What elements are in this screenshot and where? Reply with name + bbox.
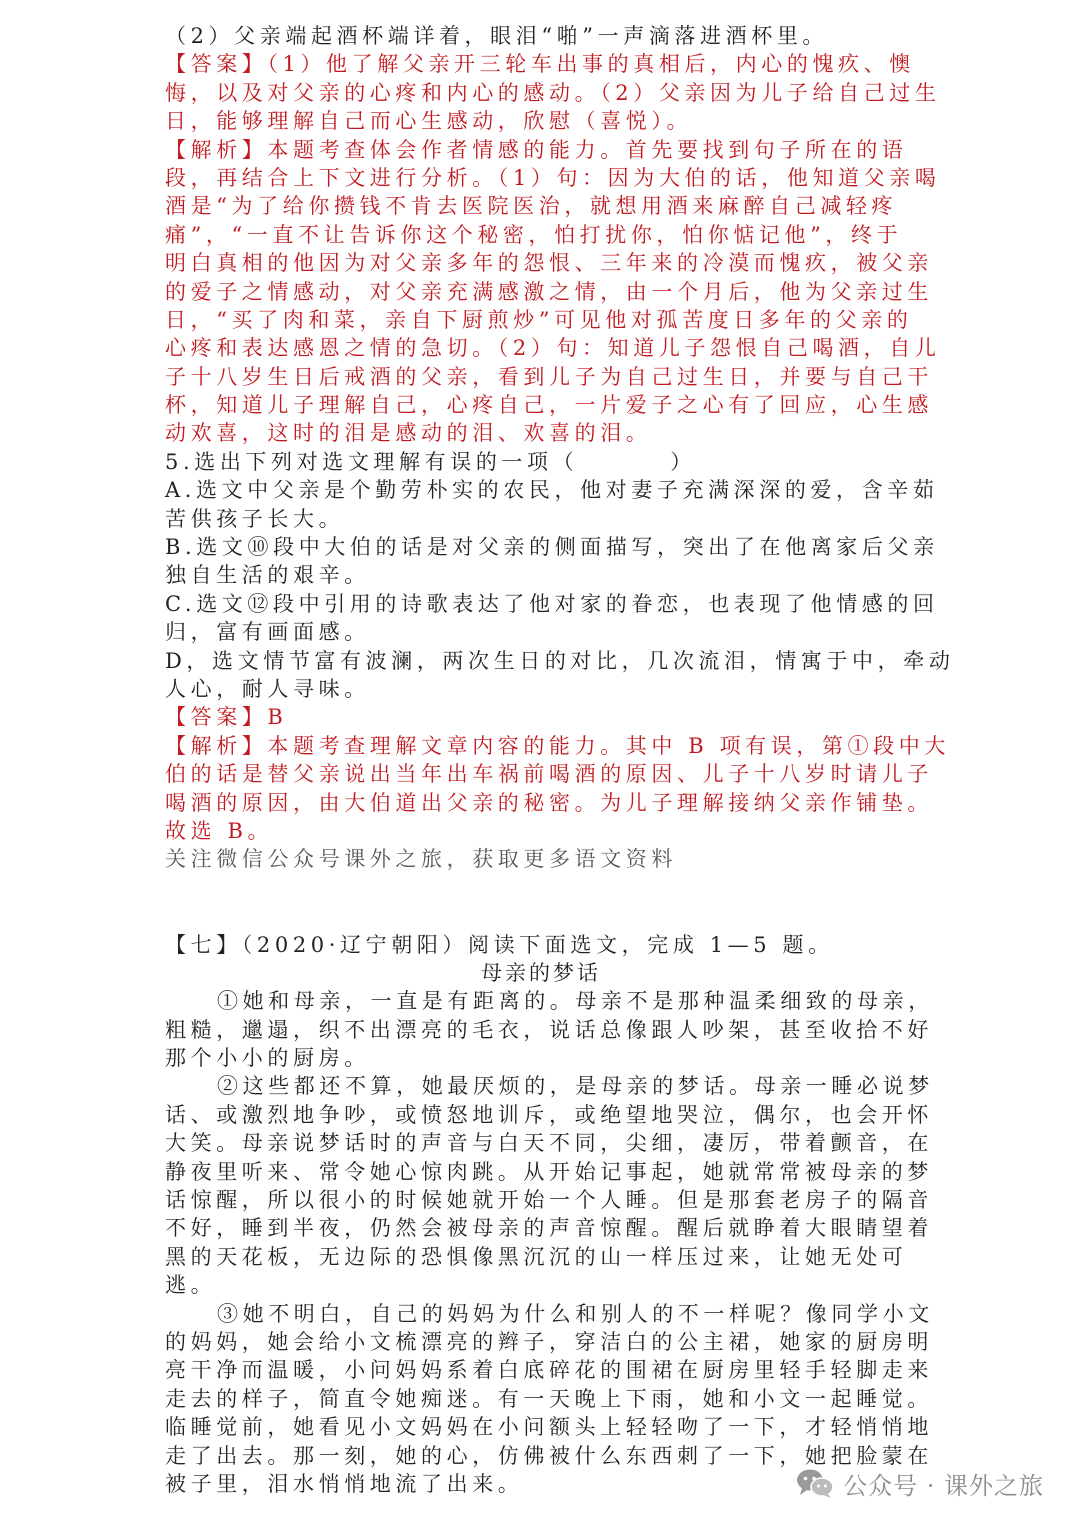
paragraph-line: 逃。 [165,1273,217,1298]
option-d: D，选文情节富有波澜，两次生日的对比，几次流泪，情寓于中，牵动 [165,648,955,673]
analysis-line: 动欢喜，这时的泪是感动的泪、欢喜的泪。 [165,421,652,446]
paragraph-line: 被子里，泪水悄悄地流了出来。 [165,1471,524,1496]
paragraph-line: ①她和母亲，一直是有距离的。母亲不是那种温柔细致的母亲， [217,989,934,1014]
paragraph-line: 的妈妈，她会给小文梳漂亮的辫子，穿洁白的公主裙，她家的厨房明 [165,1329,933,1354]
section-heading: 【七】（2020·辽宁朝阳）阅读下面选文，完成 1—5 题。 [165,932,834,957]
paragraph-line: 那个小小的厨房。 [165,1046,370,1071]
analysis-line: 段，再结合上下文进行分析。（1）句：因为大伯的话，他知道父亲喝 [165,165,941,190]
option-c: 归，富有画面感。 [165,620,370,645]
paragraph-line: 大笑。母亲说梦话时的声音与白天不同，尖细，凄厉，带着颤音，在 [165,1131,933,1156]
analysis-line: 【解析】本题考查体会作者情感的能力。首先要找到句子所在的语 [165,137,908,162]
question-5-close-paren: ） [670,449,696,474]
paragraph-line: 亮干净而温暖，小问妈妈系着白底碎花的围裙在厨房里轻手轻脚走来 [165,1358,933,1383]
analysis-line: 痛”，“一直不让告诉你这个秘密，怕打扰你，怕你惦记他”，终于 [165,222,903,247]
analysis-line: 子十八岁生日后戒酒的父亲，看到儿子为自己过生日，并要与自己干 [165,364,933,389]
wechat-icon [795,1467,835,1499]
paragraph-line: 走去的样子，简直令她痴迷。有一天晚上下雨，她和小文一起睡觉。 [165,1386,933,1411]
paragraph-line: 黑的天花板，无边际的恐惧像黑沉沉的山一样压过来，让她无处可 [165,1244,908,1269]
question-5-stem: 5.选出下列对选文理解有误的一项（ [165,449,579,474]
paragraph-line: 静夜里听来、常令她心惊肉跳。从开始记事起，她就常常被母亲的梦 [165,1159,933,1184]
paragraph-line: 临睡觉前，她看见小文妈妈在小问额头上轻轻吻了一下，才轻悄悄地 [165,1415,933,1440]
analysis-line: 故选 B。 [165,818,274,843]
answer-line: 悔，以及对父亲的心疼和内心的感动。（2）父亲因为儿子给自己过生 [165,80,941,105]
watermark [795,1466,1044,1500]
paragraph-line: 走了出去。那一刻，她的心，仿佛被什么东西刺了一下，她把脸蒙在 [165,1443,933,1468]
analysis-line: 【解析】本题考查理解文章内容的能力。其中 B 项有误，第①段中大 [165,733,950,758]
option-a: 苦供孩子长大。 [165,506,345,531]
option-b: B.选文⑩段中大伯的话是对父亲的侧面描写，突出了在他离家后父亲 [165,535,939,560]
option-b: 独自生活的艰辛。 [165,563,370,588]
answer-line: 日，能够理解自己而心生感动，欣慰（喜悦）。 [165,109,693,134]
watermark-text: 公众号 · 课外之旅 [843,1471,1044,1500]
paragraph-line: 粗糙，邋遢，织不出漂亮的毛衣，说话总像跟人吵架，甚至收拾不好 [165,1017,933,1042]
question-5 [165,448,917,476]
paragraph-line: 不好，睡到半夜，仍然会被母亲的声音惊醒。醒后就睁着大眼睛望着 [165,1216,933,1241]
analysis-line: 酒是“为了给你攒钱不肯去医院医治，就想用酒来麻醉自己减轻疼 [165,194,898,219]
analysis-line: 的爱子之情感动，对父亲充满感激之情，由一个月后，他为父亲过生 [165,279,933,304]
article-title: 母亲的梦话 [481,960,601,985]
follow-note: 关注微信公众号课外之旅，获取更多语文资料 [165,847,677,872]
text-line: （2）父亲端起酒杯端详着，眼泪“啪”一声滴落进酒杯里。 [165,24,829,48]
paragraph-line: ③她不明白，自己的妈妈为什么和别人的不一样呢？像同学小文 [217,1301,934,1326]
analysis-line: 杯，知道儿子理解自己，心疼自己，一片爱子之心有了回应，心生感 [165,393,933,418]
document-page [165,22,955,1498]
paragraph-line: 话、或激烈地争吵，或愤怒地训斥，或绝望地哭泣，偶尔，也会开怀 [165,1102,933,1127]
analysis-line: 日，“买了肉和菜，亲自下厨煎炒”可见他对孤苦度日多年的父亲的 [165,307,913,332]
section-gap [165,874,917,931]
paragraph-line: 话惊醒，所以很小的时候她就开始一个人睡。但是那套老房子的隔音 [165,1188,933,1213]
analysis-line: 喝酒的原因，由大伯道出父亲的秘密。为儿子理解接纳父亲作铺垫。 [165,790,933,815]
option-c: C.选文⑫段中引用的诗歌表达了他对家的眷恋，也表现了他情感的回 [165,591,939,616]
analysis-line: 心疼和表达感恩之情的急切。（2）句：知道儿子怨恨自己喝酒，自儿 [165,336,941,361]
option-d: 人心，耐人寻味。 [165,676,370,701]
answer-line: 【答案】（1）他了解父亲开三轮车出事的真相后，内心的愧疚、懊 [165,52,915,77]
analysis-line: 明白真相的他因为对父亲多年的怨恨、三年来的冷漠而愧疚，被父亲 [165,251,933,276]
paragraph-line: ②这些都还不算，她最厌烦的，是母亲的梦话。母亲一睡必说梦 [217,1074,934,1099]
option-a: A.选文中父亲是个勤劳朴实的农民，他对妻子充满深深的爱，含辛茹 [165,478,939,503]
answer-line: 【答案】B [165,705,288,730]
analysis-line: 伯的话是替父亲说出当年出车祸前喝酒的原因、儿子十八岁时请儿子 [165,762,933,787]
